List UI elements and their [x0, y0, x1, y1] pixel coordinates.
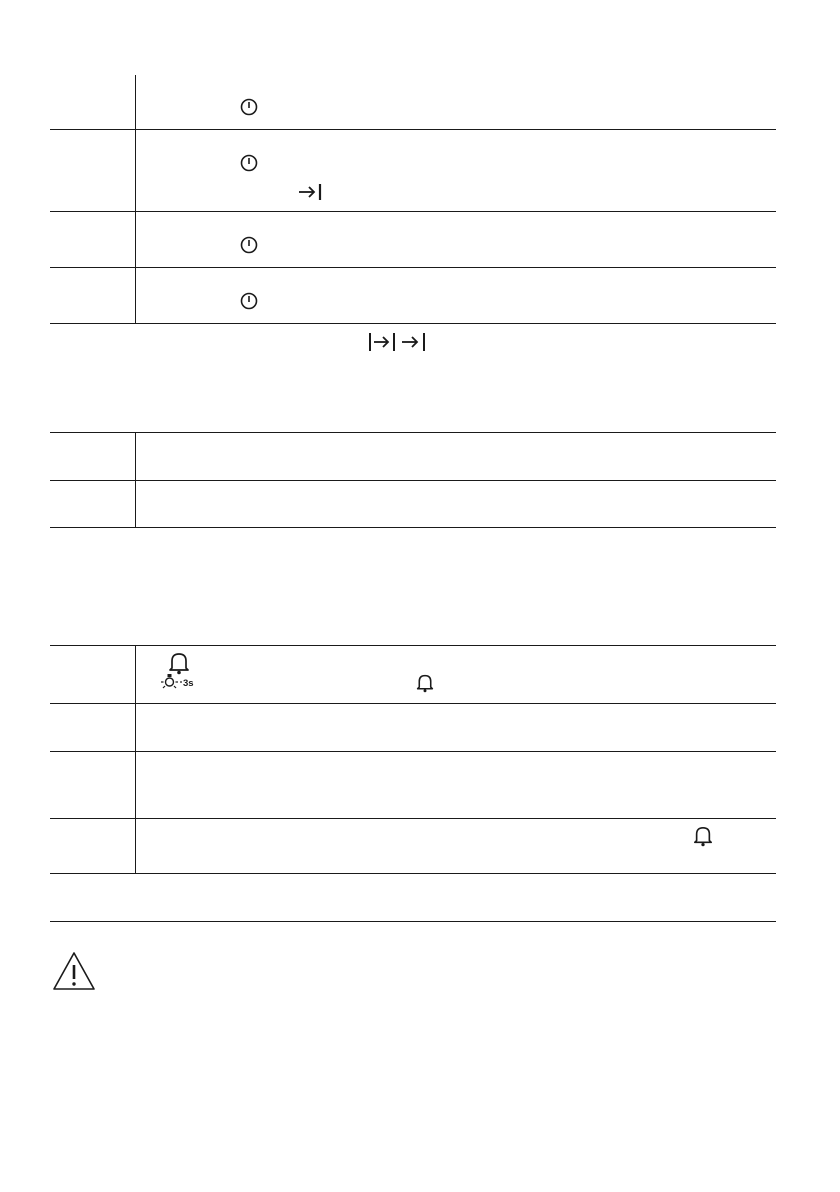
table-row-divider [50, 323, 776, 324]
section-divider [50, 921, 776, 922]
table-column-divider [135, 645, 136, 873]
table-row-divider [50, 703, 776, 704]
table-row-divider [50, 432, 776, 433]
table-row-divider [50, 873, 776, 874]
end-arrow-icon [298, 183, 324, 201]
table-row-divider [50, 645, 776, 646]
bell-icon [168, 651, 190, 675]
table-row-divider [50, 751, 776, 752]
table-row-divider [50, 527, 776, 528]
table-row-divider [50, 267, 776, 268]
clock-icon [240, 236, 258, 254]
duration-icon [368, 332, 398, 352]
light-3s-icon [160, 673, 196, 691]
table-column-divider [135, 432, 136, 528]
table-row-divider [50, 211, 776, 212]
table-row-divider [50, 129, 776, 130]
table-row-divider [50, 818, 776, 819]
clock-icon [240, 98, 258, 116]
table-column-divider [135, 75, 136, 324]
bell-icon [416, 673, 434, 693]
table-row-divider [50, 480, 776, 481]
clock-icon [240, 292, 258, 310]
end-time-icon [400, 332, 428, 352]
light-duration-label: 3s [183, 678, 194, 689]
bell-icon [693, 825, 713, 847]
warning-triangle-icon [52, 951, 96, 991]
clock-icon [240, 154, 258, 172]
